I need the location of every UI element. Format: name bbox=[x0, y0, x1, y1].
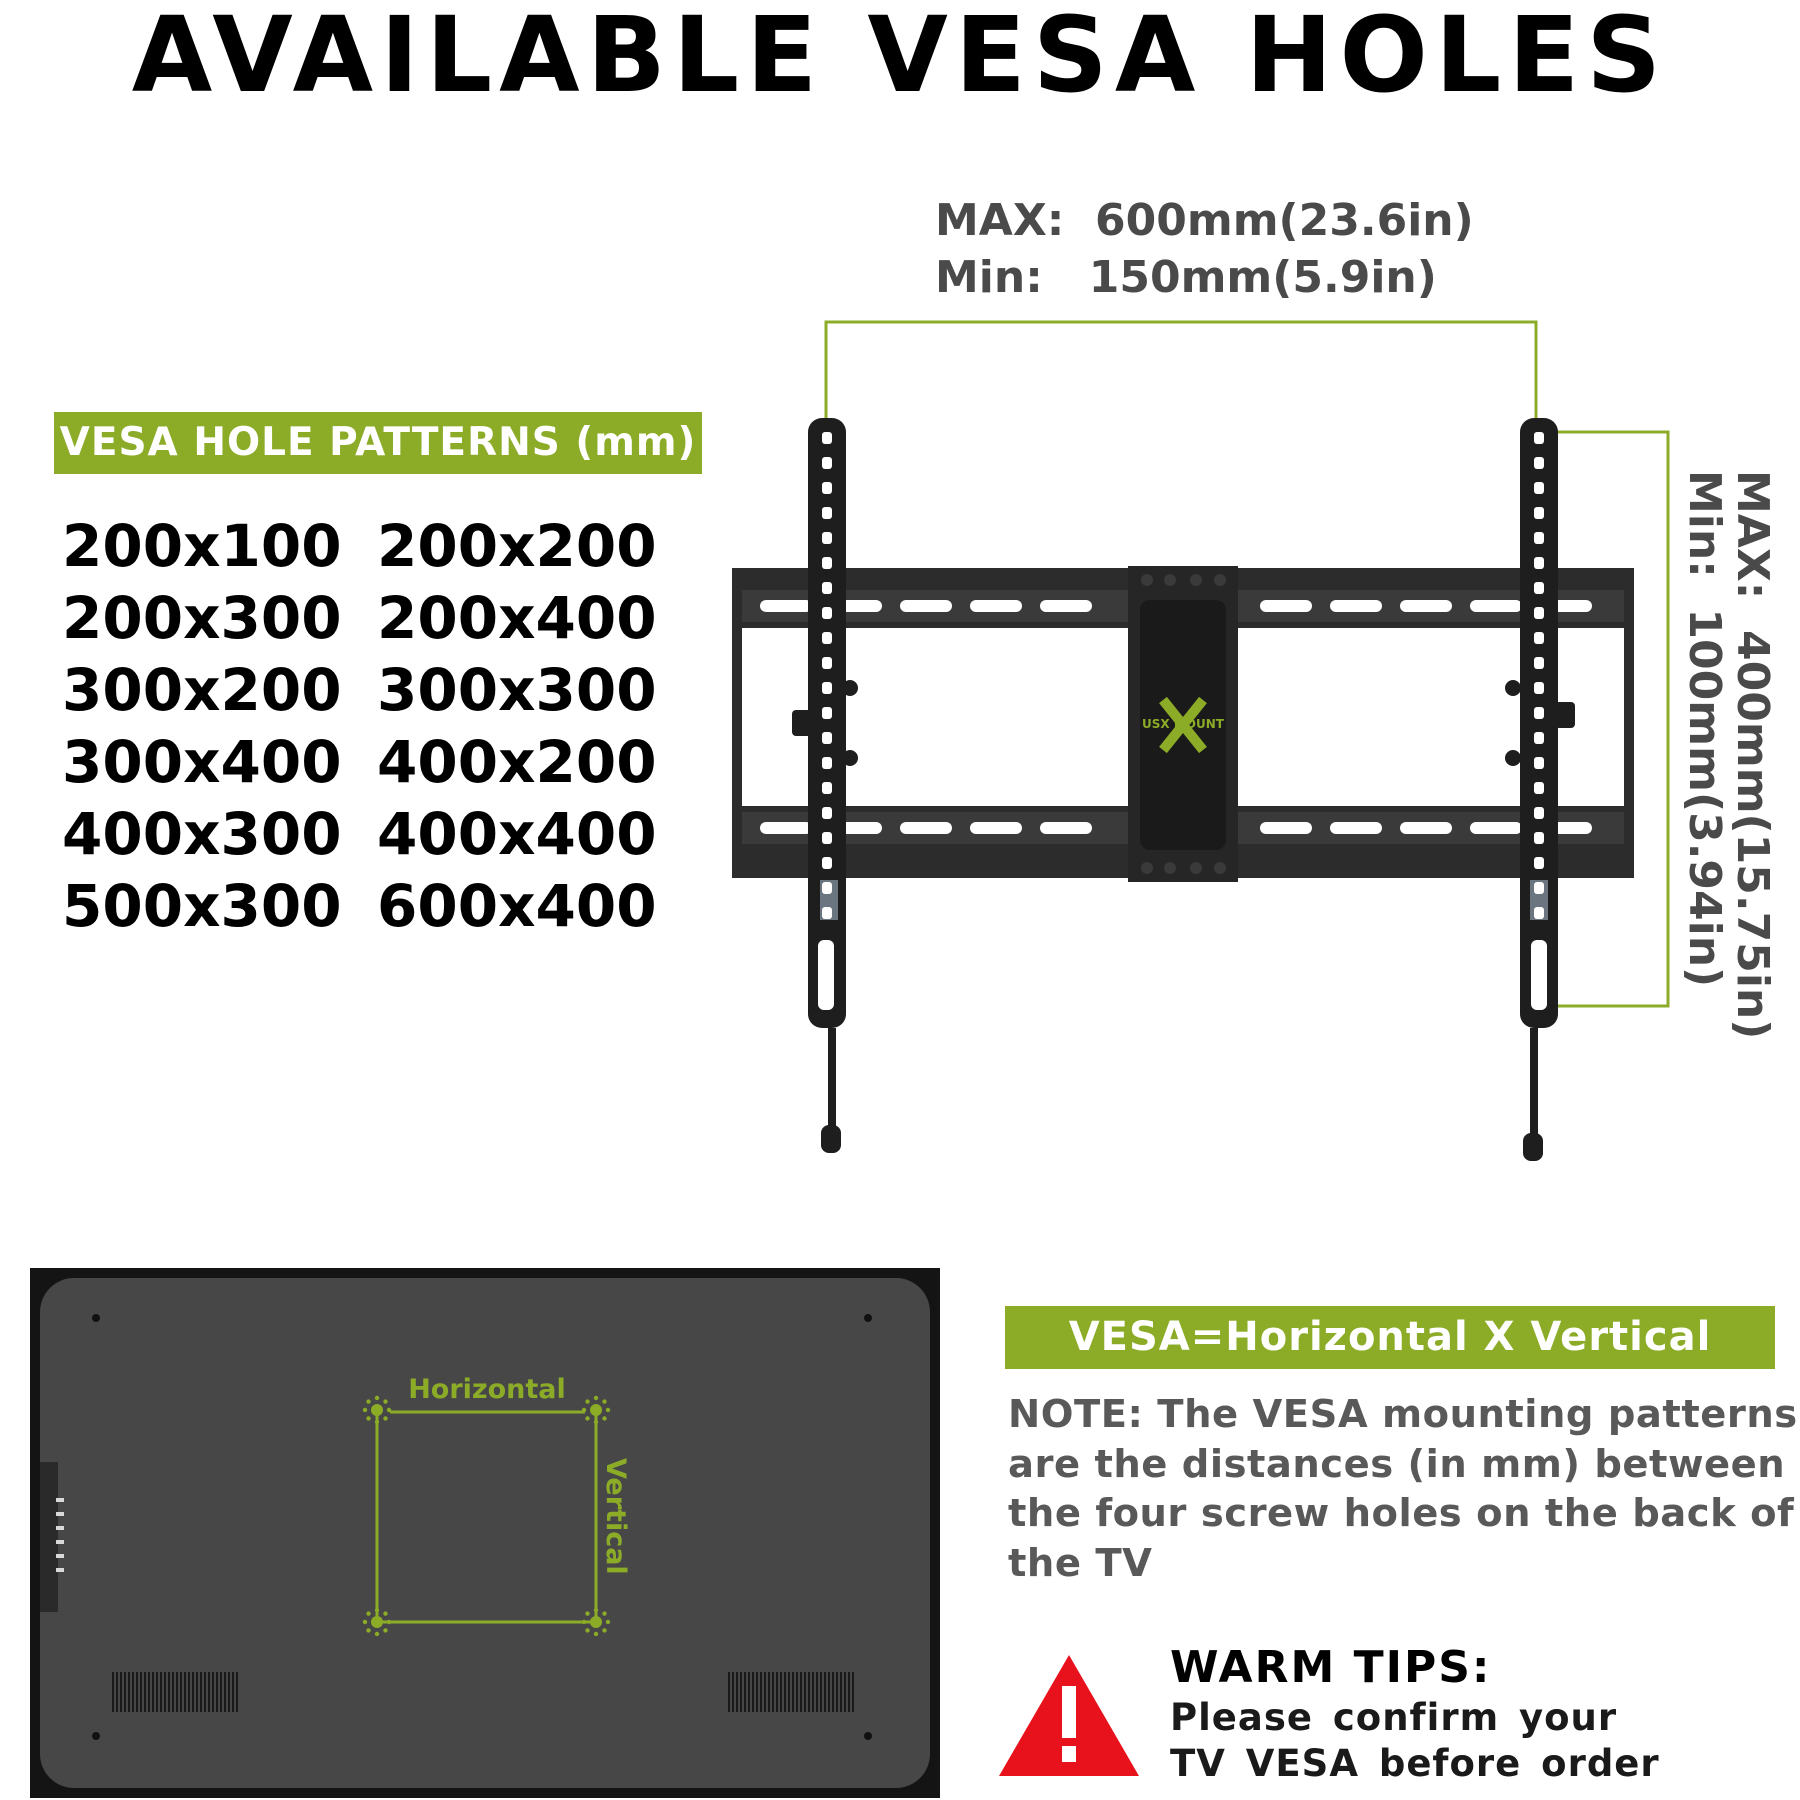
vent-slot bbox=[744, 1672, 746, 1712]
vent-slot bbox=[204, 1672, 206, 1712]
vent-slot bbox=[144, 1672, 146, 1712]
screw-hole bbox=[590, 1404, 602, 1416]
pattern-item: 300x300 bbox=[377, 656, 657, 724]
tv-vertical-label: Vertical bbox=[600, 1458, 631, 1575]
vent-slot bbox=[168, 1672, 170, 1712]
vent-slot bbox=[184, 1672, 186, 1712]
patterns-header-text: VESA HOLE PATTERNS (mm) bbox=[59, 420, 697, 465]
arm-hole bbox=[1534, 782, 1544, 794]
vent-slot bbox=[180, 1672, 182, 1712]
warning-triangle-icon bbox=[999, 1655, 1139, 1776]
vent-slot bbox=[200, 1672, 202, 1712]
arm-hole bbox=[1534, 907, 1544, 919]
arm-hole bbox=[822, 532, 832, 544]
screw-hole-dot bbox=[602, 1416, 606, 1420]
vent-slot bbox=[116, 1672, 118, 1712]
arm-hole bbox=[1534, 482, 1544, 494]
vent-slot bbox=[784, 1672, 786, 1712]
wall-plate-slot bbox=[970, 822, 1022, 834]
vent-slot bbox=[840, 1672, 842, 1712]
vent-slot bbox=[188, 1672, 190, 1712]
vent-slot bbox=[128, 1672, 130, 1712]
pattern-item: 600x400 bbox=[377, 872, 657, 940]
vent-slot bbox=[764, 1672, 766, 1712]
arm-hole bbox=[1534, 432, 1544, 444]
vent-slot bbox=[828, 1672, 830, 1712]
arm-hole bbox=[1534, 857, 1544, 869]
pattern-item: 400x200 bbox=[377, 728, 657, 796]
pattern-item: 300x400 bbox=[62, 728, 342, 796]
arm-hole bbox=[822, 682, 832, 694]
vent-slot bbox=[120, 1672, 122, 1712]
vent-slot bbox=[148, 1672, 150, 1712]
arm-hole bbox=[822, 607, 832, 619]
screw-hole-dot bbox=[375, 1608, 379, 1612]
screw-hole-dot bbox=[606, 1620, 610, 1624]
vent-slot bbox=[852, 1672, 854, 1712]
screw-hole-dot bbox=[383, 1399, 387, 1403]
arm-hole bbox=[822, 482, 832, 494]
arm-hole bbox=[1534, 507, 1544, 519]
screw-hole-dot bbox=[585, 1611, 589, 1615]
arm-hole bbox=[822, 882, 832, 894]
horizontal-max-label: MAX: 600mm(23.6in) bbox=[935, 195, 1474, 246]
wall-plate-slot bbox=[1330, 822, 1382, 834]
vent-slot bbox=[748, 1672, 750, 1712]
tv-horizontal-label: Horizontal bbox=[408, 1374, 566, 1405]
screw-hole-dot bbox=[594, 1420, 598, 1424]
screw-hole-dot bbox=[585, 1399, 589, 1403]
vent-slot bbox=[816, 1672, 818, 1712]
screw-hole bbox=[590, 1616, 602, 1628]
arm-hole bbox=[822, 557, 832, 569]
vent-slot bbox=[140, 1672, 142, 1712]
screw-hole-dot bbox=[383, 1611, 387, 1615]
arm-hole bbox=[822, 707, 832, 719]
arm-hole bbox=[1534, 682, 1544, 694]
wall-plate-slot bbox=[1400, 600, 1452, 612]
formula-banner bbox=[1005, 1306, 1775, 1369]
wall-plate-slot bbox=[900, 822, 952, 834]
arm-hole bbox=[1534, 657, 1544, 669]
vent-slot bbox=[804, 1672, 806, 1712]
vent-slot bbox=[176, 1672, 178, 1712]
arm-hole bbox=[822, 632, 832, 644]
arm-hole bbox=[822, 732, 832, 744]
vent-slot bbox=[788, 1672, 790, 1712]
arm-hole bbox=[822, 857, 832, 869]
screw-hole-dot bbox=[383, 1628, 387, 1632]
arm-hole bbox=[1534, 557, 1544, 569]
screw-hole-dot bbox=[582, 1620, 586, 1624]
vent-slot bbox=[780, 1672, 782, 1712]
arm-hole bbox=[822, 757, 832, 769]
vent-slot bbox=[192, 1672, 194, 1712]
vent-slot bbox=[756, 1672, 758, 1712]
vent-slot bbox=[136, 1672, 138, 1712]
vent-slot bbox=[132, 1672, 134, 1712]
wall-plate-slot bbox=[760, 600, 812, 612]
vertical-min-label: Min: 100mm(3.94in) bbox=[1679, 470, 1730, 988]
pattern-item: 200x400 bbox=[377, 584, 657, 652]
vent-slot bbox=[156, 1672, 158, 1712]
arm-hole bbox=[1534, 807, 1544, 819]
vent-slot bbox=[152, 1672, 154, 1712]
wall-plate-slot bbox=[1470, 822, 1522, 834]
arm-hole bbox=[822, 432, 832, 444]
horizontal-min-label: Min: 150mm(5.9in) bbox=[935, 252, 1437, 303]
screw-hole-dot bbox=[582, 1408, 586, 1412]
vent-slot bbox=[848, 1672, 850, 1712]
wall-plate-slot bbox=[1040, 600, 1092, 612]
vent-slot bbox=[172, 1672, 174, 1712]
wall-plate-slot bbox=[1260, 822, 1312, 834]
screw-hole-dot bbox=[585, 1628, 589, 1632]
wall-plate-slot bbox=[1040, 822, 1092, 834]
screw-hole-dot bbox=[594, 1632, 598, 1636]
wall-plate-slot bbox=[970, 600, 1022, 612]
screw-hole-dot bbox=[383, 1416, 387, 1420]
vent-slot bbox=[812, 1672, 814, 1712]
pattern-item: 500x300 bbox=[62, 872, 342, 940]
vertical-dimension-text bbox=[1679, 470, 1778, 1039]
screw-hole-dot bbox=[602, 1399, 606, 1403]
vent-slot bbox=[196, 1672, 198, 1712]
screw-hole-dot bbox=[366, 1399, 370, 1403]
wall-plate-slot bbox=[1470, 600, 1522, 612]
vent-slot bbox=[844, 1672, 846, 1712]
mount-logo-text: USX MOUNT bbox=[1142, 717, 1224, 731]
vent-slot bbox=[164, 1672, 166, 1712]
pattern-item: 200x200 bbox=[377, 512, 657, 580]
warm-tips-line: Please confirm your bbox=[1170, 1696, 1618, 1739]
formula-banner-text: VESA=Horizontal X Vertical bbox=[1068, 1314, 1712, 1360]
screw-hole-dot bbox=[363, 1620, 367, 1624]
pattern-item: 200x300 bbox=[62, 584, 342, 652]
arm-hole bbox=[1534, 632, 1544, 644]
screw-hole-dot bbox=[606, 1408, 610, 1412]
screw-hole-dot bbox=[387, 1620, 391, 1624]
vent-slot bbox=[836, 1672, 838, 1712]
vent-slot bbox=[220, 1672, 222, 1712]
arm-hole bbox=[1534, 457, 1544, 469]
vent-slot bbox=[216, 1672, 218, 1712]
arm-hole bbox=[1534, 732, 1544, 744]
arm-hole bbox=[822, 457, 832, 469]
screw-hole-dot bbox=[585, 1416, 589, 1420]
vent-slot bbox=[232, 1672, 234, 1712]
vent-slot bbox=[760, 1672, 762, 1712]
arm-hole bbox=[1534, 882, 1544, 894]
horizontal-dimension-bracket bbox=[823, 322, 1539, 428]
pattern-item: 200x100 bbox=[62, 512, 342, 580]
vent-slot bbox=[776, 1672, 778, 1712]
vent-slot bbox=[824, 1672, 826, 1712]
vertical-max-label: MAX: 400mm(15.75in) bbox=[1727, 470, 1778, 1040]
wall-plate-slot bbox=[760, 822, 812, 834]
vent-slot bbox=[796, 1672, 798, 1712]
wall-plate-slot bbox=[1400, 822, 1452, 834]
page-title: AVAILABLE VESA HOLES bbox=[131, 0, 1669, 116]
vent-slot bbox=[772, 1672, 774, 1712]
screw-hole-dot bbox=[375, 1420, 379, 1424]
screw-hole-dot bbox=[602, 1628, 606, 1632]
vent-slot bbox=[740, 1672, 742, 1712]
vent-slot bbox=[808, 1672, 810, 1712]
vent-slot bbox=[228, 1672, 230, 1712]
arm-hole bbox=[822, 782, 832, 794]
vent-slot bbox=[732, 1672, 734, 1712]
screw-hole-dot bbox=[375, 1632, 379, 1636]
warm-tips-line: TV VESA before order bbox=[1170, 1742, 1660, 1785]
screw-hole-dot bbox=[602, 1611, 606, 1615]
screw-hole bbox=[371, 1404, 383, 1416]
screw-hole-dot bbox=[375, 1396, 379, 1400]
arm-hole bbox=[1534, 832, 1544, 844]
warm-tips-title: WARM TIPS: bbox=[1170, 1642, 1492, 1693]
vent-slot bbox=[208, 1672, 210, 1712]
vent-slot bbox=[160, 1672, 162, 1712]
vent-slot bbox=[736, 1672, 738, 1712]
arm-hole bbox=[822, 657, 832, 669]
arm-hole bbox=[822, 507, 832, 519]
screw-hole-dot bbox=[594, 1396, 598, 1400]
screw-hole-dot bbox=[387, 1408, 391, 1412]
vent-slot bbox=[236, 1672, 238, 1712]
tv-back-panel bbox=[30, 1268, 940, 1798]
vent-slot bbox=[832, 1672, 834, 1712]
pattern-item: 300x200 bbox=[62, 656, 342, 724]
vent-slot bbox=[224, 1672, 226, 1712]
screw-hole-dot bbox=[366, 1628, 370, 1632]
vent-slot bbox=[728, 1672, 730, 1712]
screw-hole-dot bbox=[366, 1416, 370, 1420]
note-text: NOTE: The VESA mounting patterns are the distances (in mm) between the four screw holes on the back of the TV bbox=[1008, 1392, 1798, 1586]
vent-slot bbox=[752, 1672, 754, 1712]
vent-slot bbox=[800, 1672, 802, 1712]
vent-slot bbox=[212, 1672, 214, 1712]
vent-slot bbox=[124, 1672, 126, 1712]
arm-hole bbox=[1534, 707, 1544, 719]
arm-hole bbox=[1534, 582, 1544, 594]
vent-slot bbox=[768, 1672, 770, 1712]
arm-hole bbox=[822, 832, 832, 844]
warm-tips-body bbox=[1170, 1695, 1660, 1787]
arm-hole bbox=[1534, 532, 1544, 544]
pattern-item: 400x400 bbox=[377, 800, 657, 868]
screw-hole bbox=[371, 1616, 383, 1628]
arm-hole bbox=[822, 582, 832, 594]
screw-hole-dot bbox=[363, 1408, 367, 1412]
pattern-item: 400x300 bbox=[62, 800, 342, 868]
arm-hole bbox=[1534, 607, 1544, 619]
wall-plate-slot bbox=[1330, 600, 1382, 612]
wall-plate-slot bbox=[1260, 600, 1312, 612]
vent-slot bbox=[820, 1672, 822, 1712]
screw-hole-dot bbox=[366, 1611, 370, 1615]
vent-slot bbox=[112, 1672, 114, 1712]
screw-hole-dot bbox=[594, 1608, 598, 1612]
arm-hole bbox=[822, 807, 832, 819]
arm-hole bbox=[822, 907, 832, 919]
arm-hole bbox=[1534, 757, 1544, 769]
vent-slot bbox=[792, 1672, 794, 1712]
wall-plate-slot bbox=[900, 600, 952, 612]
